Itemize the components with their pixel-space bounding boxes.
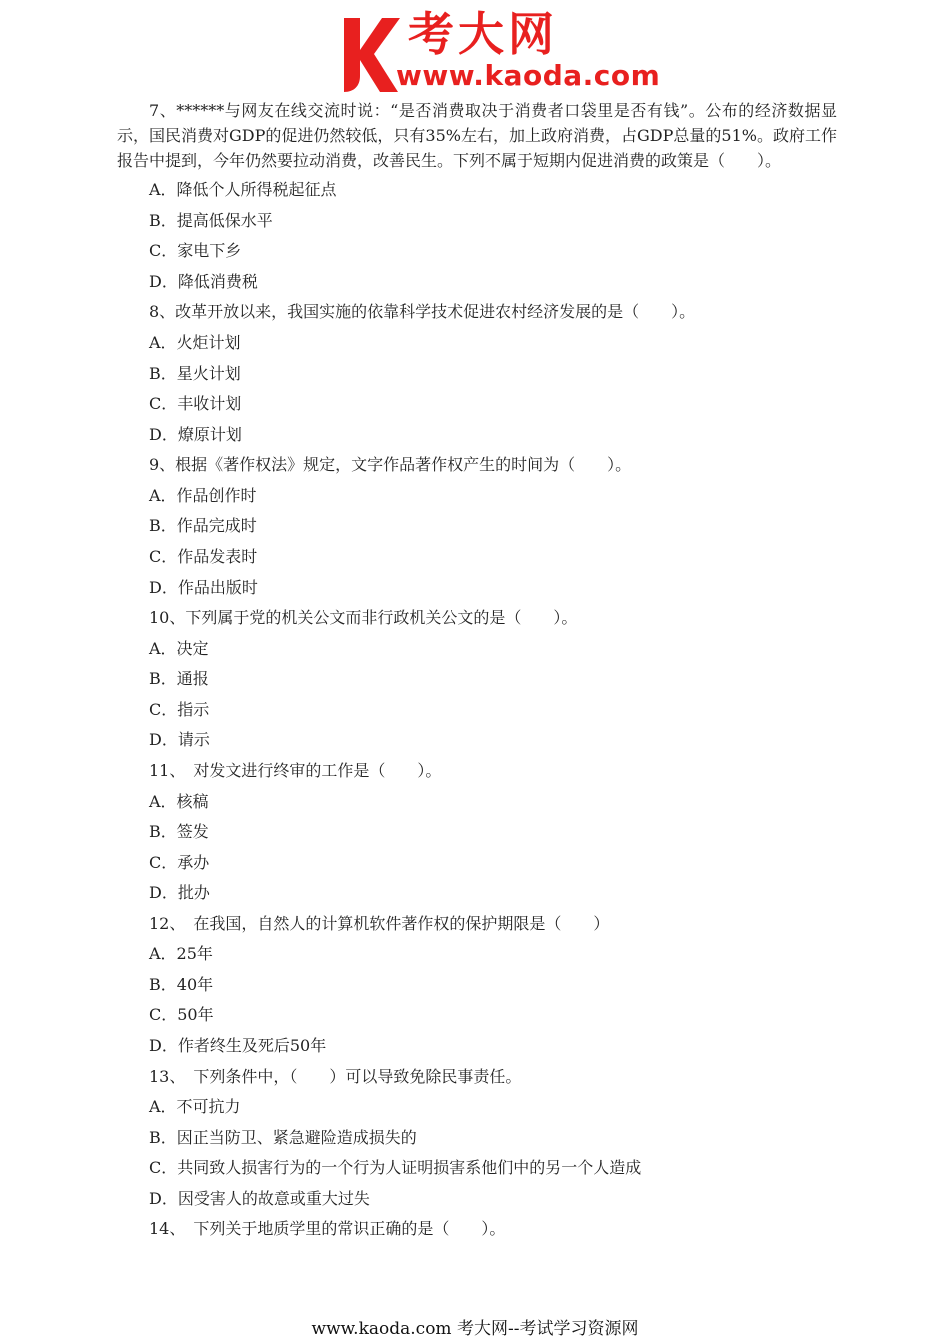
logo-chinese-text: 考大网	[408, 7, 558, 61]
question-7-option-b: B．提高低保水平	[149, 211, 273, 230]
question-13-option-a: A．不可抗力	[149, 1097, 241, 1116]
question-8-option-a: A．火炬计划	[149, 333, 241, 352]
question-9-stem: 9、根据《著作权法》规定，文字作品著作权产生的时间为（ ）。	[149, 455, 632, 474]
question-9-option-c: C．作品发表时	[149, 547, 258, 566]
question-7-option-a: A．降低个人所得税起征点	[149, 180, 337, 199]
question-11-option-c: C．承办	[149, 853, 210, 872]
question-7-option-c: C．家电下乡	[149, 241, 242, 260]
question-13-option-d: D．因受害人的故意或重大过失	[149, 1189, 370, 1208]
question-13-option-c: C．共同致人损害行为的一个行为人证明损害系他们中的另一个人造成	[149, 1158, 642, 1177]
question-10-option-d: D．请示	[149, 730, 210, 749]
logo-url-text: www.kaoda.com	[396, 59, 661, 92]
question-12-stem: 12、 在我国，自然人的计算机软件著作权的保护期限是（ ）	[149, 914, 610, 933]
site-logo	[338, 7, 661, 94]
question-7-option-d: D．降低消费税	[149, 272, 258, 291]
page-footer: www.kaoda.com 考大网--考试学习资源网	[311, 1319, 639, 1339]
question-12-option-b: B．40年	[149, 975, 214, 994]
k-logo-icon	[338, 14, 402, 94]
question-11-option-d: D．批办	[149, 883, 210, 902]
question-9-option-a: A．作品创作时	[149, 486, 257, 505]
question-10-stem: 10、下列属于党的机关公文而非行政机关公文的是（ ）。	[149, 608, 578, 627]
question-8-option-b: B．星火计划	[149, 364, 241, 383]
question-9-option-b: B．作品完成时	[149, 516, 257, 535]
question-12-option-a: A．25年	[149, 944, 213, 963]
question-13-stem: 13、 下列条件中，（ ）可以导致免除民事责任。	[149, 1067, 522, 1086]
question-11-stem: 11、 对发文进行终审的工作是（ ）。	[149, 761, 442, 780]
question-8-option-d: D．燎原计划	[149, 425, 242, 444]
question-8-option-c: C．丰收计划	[149, 394, 242, 413]
question-13-option-b: B．因正当防卫、紧急避险造成损失的	[149, 1128, 417, 1147]
question-7-stem: 7、******与网友在线交流时说：“是否消费取决于消费者口袋里是否有钱”。公布的经济数据显示，国民消费对GDP的促进仍然较低，只有35%左右，加上政府消费，占GDP总量的51%。政府工作报告中提到，今年仍然要拉动消费，改善民生。下列不属于短期内促进消费的政策是（ ）。	[117, 101, 837, 170]
question-9-option-d: D．作品出版时	[149, 578, 258, 597]
question-14-stem: 14、 下列关于地质学里的常识正确的是（ ）。	[149, 1219, 506, 1238]
question-10-option-a: A．决定	[149, 639, 209, 658]
question-10-option-c: C．指示	[149, 700, 210, 719]
question-8-stem: 8、改革开放以来，我国实施的依靠科学技术促进农村经济发展的是（ ）。	[149, 302, 696, 321]
question-12-option-d: D．作者终生及死后50年	[149, 1036, 327, 1055]
question-11-option-a: A．核稿	[149, 792, 209, 811]
question-10-option-b: B．通报	[149, 669, 209, 688]
question-11-option-b: B．签发	[149, 822, 209, 841]
question-12-option-c: C．50年	[149, 1005, 214, 1024]
